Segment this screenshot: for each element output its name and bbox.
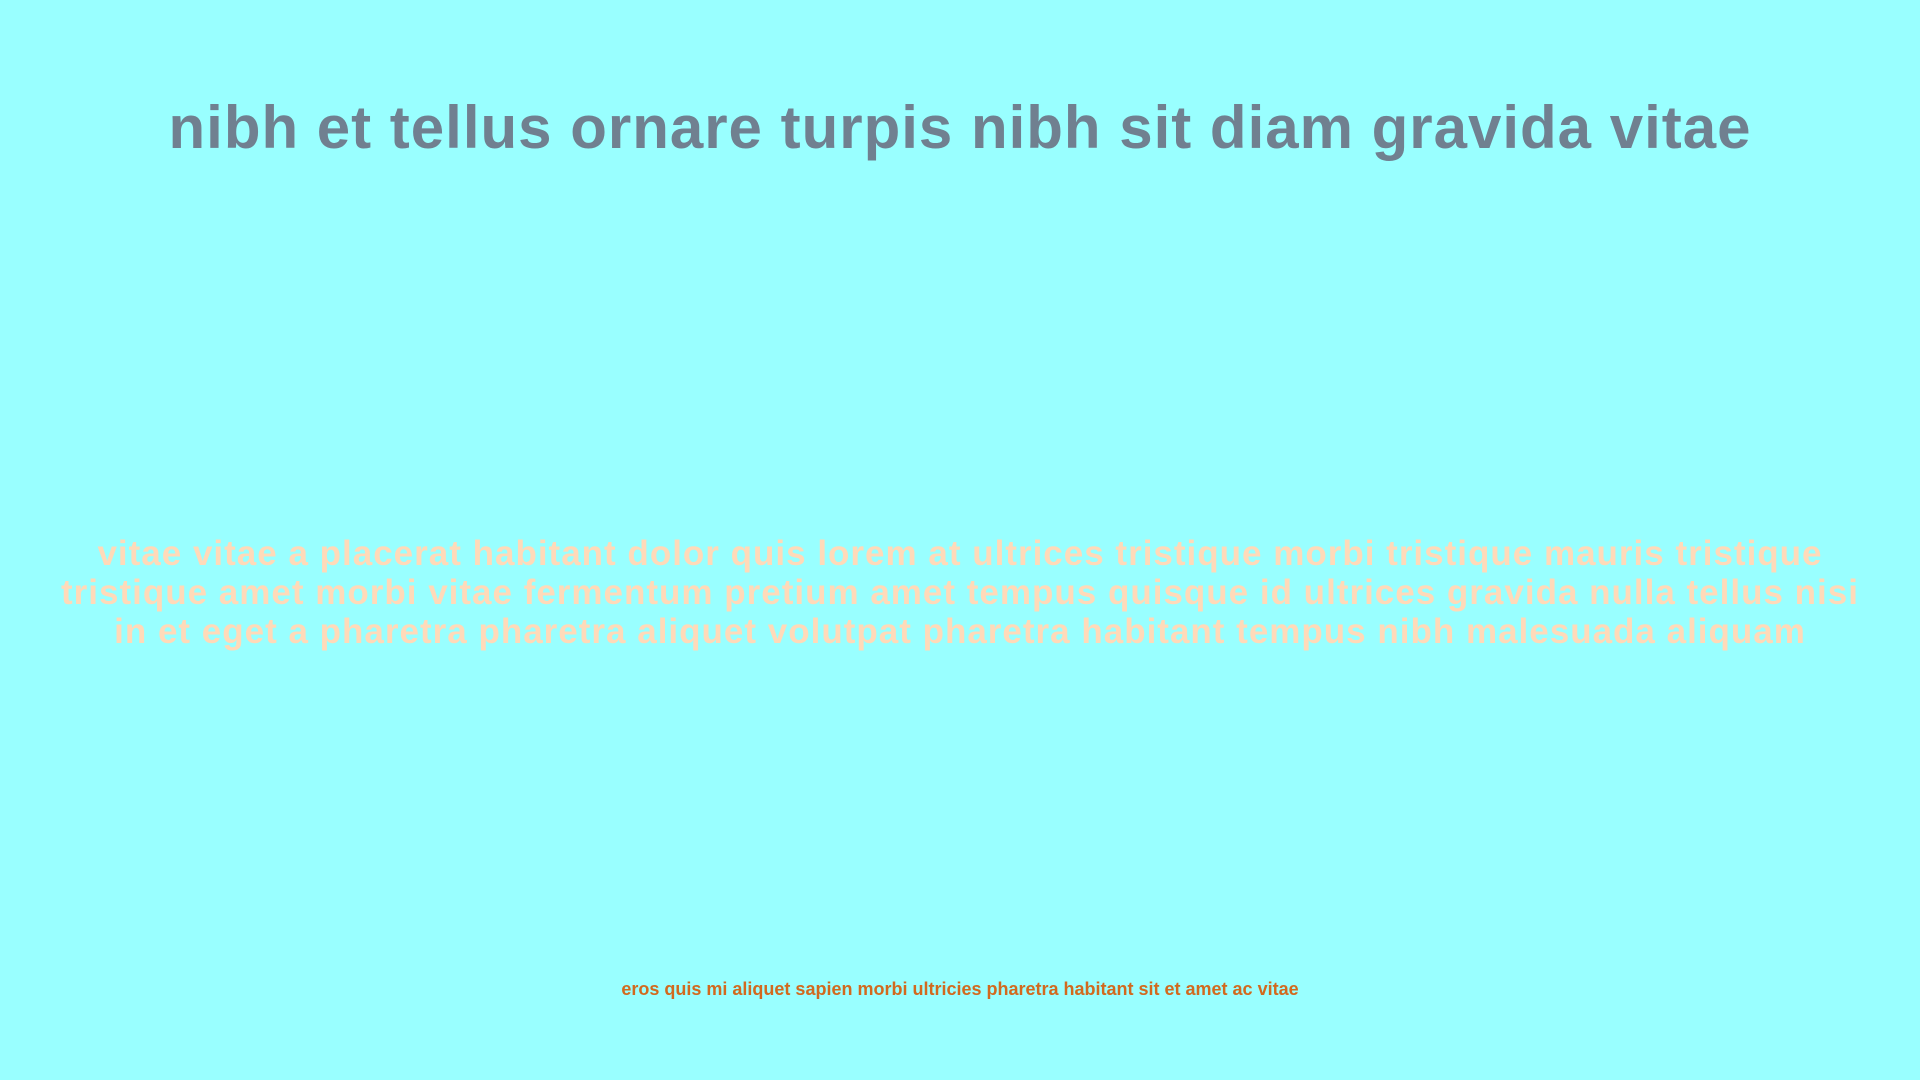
body-paragraph: vitae vitae a placerat habitant dolor quis lorem at ultrices tristique morbi tristique mauris tristique tristique amet morbi vitae fermentum pretium amet tempus quisque id ultrices gravida nulla tellus nisi in et eget a pharetra pharetra aliquet volutpat pharetra habitant tempus nibh malesuada aliquam xyxy=(61,534,1859,651)
footer-text: eros quis mi aliquet sapien morbi ultricies pharetra habitant sit et amet ac vitae xyxy=(621,979,1299,999)
page-title: nibh et tellus ornare turpis nibh sit diam gravida vitae xyxy=(168,94,1752,161)
